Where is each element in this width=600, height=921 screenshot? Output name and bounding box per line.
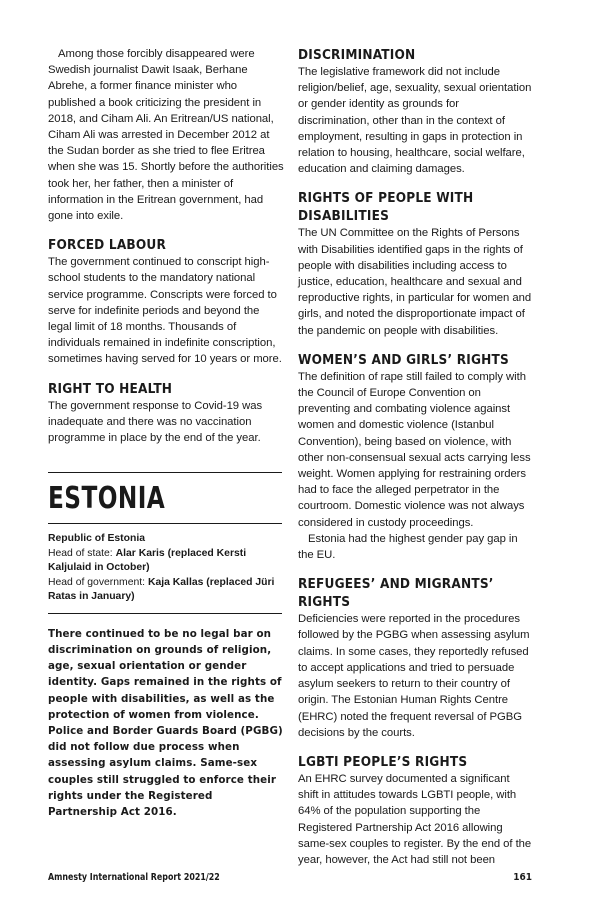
discrimination-heading: DISCRIMINATION xyxy=(298,47,416,63)
lgbti-heading: LGBTI PEOPLE’S RIGHTS xyxy=(298,753,468,770)
head-of-government-label: Head of government: xyxy=(48,576,146,588)
head-of-state-label: Head of state: xyxy=(48,547,113,559)
page-number: 161 xyxy=(513,872,532,883)
fact-box-rule xyxy=(48,613,282,614)
forced-labour-heading: FORCED LABOUR xyxy=(48,237,167,254)
disabilities-text: The UN Committee on the Rights of Persons with Disabilities identified gaps in the rights of people with disabilities including access to justice, education, healthcare and sexual and reproductive rights, in particular for women and girls, and noted the disproportionate impact of the pandemic on people with disabilities. xyxy=(298,227,532,337)
right-to-health-text: The government response to Covid-19 was inadequate and there was no vaccination programme in place by the end of the year. xyxy=(48,399,263,445)
refugees-heading: REFUGEES’ AND MIGRANTS’ RIGHTS xyxy=(298,576,494,611)
gender-pay-gap-text: Estonia had the highest gender pay gap in the EU. xyxy=(298,532,518,562)
footer-publication: Amnesty International Report 2021/22 xyxy=(48,872,220,883)
head-of-state xyxy=(48,547,284,576)
lgbti-text: An EHRC survey documented a significant shift in attitudes towards LGBTI people, with 64% of the population supporting the Registered Partnership Act 2016 allowing same-sex couples to register. By the end of the year, however, the Act had still not been xyxy=(298,772,532,866)
left-column xyxy=(48,46,284,820)
right-column xyxy=(298,46,532,868)
womens-rights-heading: WOMEN’S AND GIRLS’ RIGHTS xyxy=(298,351,509,368)
discrimination-text: The legislative framework did not include religion/belief, age, sexuality, sexual orientation or gender identity as grounds for discrimination, other than in the context of employment, resulting in gaps in protection in relation to housing, healthcare, social welfare, education and claiming damages. xyxy=(298,66,532,176)
head-of-government-value: Kaja Kallas (replaced Jüri Ratas in January) xyxy=(48,576,275,603)
intro-paragraph: Among those forcibly disappeared were Swedish journalist Dawit Isaak, Berhane Abrehe, a former finance minister who published a book criticizing the president in 2018, and Ciham Ali. An Eritrean/US national, Ciham Ali was arrested in December 2012 at the Sudan border as she tried to flee Eritrea when she was 15. Shortly before the authorities took her, her father, then a minister of information in the Eritrean government, had gone into exile. xyxy=(48,48,284,223)
head-of-government xyxy=(48,576,284,605)
country-title: ESTONIA xyxy=(48,481,166,517)
refugees-text: Deficiencies were reported in the procedures followed by the PGBG when assessing asylum claims. In some cases, they reportedly refused to accept applications and tried to persuade asylum seekers to return to their country of origin. The Estonian Human Rights Centre (EHRC) noted the frequent reversal of PGBG decisions by the courts. xyxy=(298,613,530,739)
country-top-rule xyxy=(48,472,282,473)
head-of-state-value: Alar Karis (replaced Kersti Kaljulaid in October) xyxy=(48,547,247,574)
country-summary: There continued to be no legal bar on discrimination on grounds of religion, age, sexual orientation or gender identity. Gaps remained in the rights of people with disabilities, as well as the protection of women from violence. Police and Border Guards Board (PGBG) did not follow due process when assessing asylum claims. Same-sex couples still struggled to enforce their rights under the Registered Partnership Act 2016. xyxy=(48,627,283,818)
right-to-health-heading: RIGHT TO HEALTH xyxy=(48,380,173,397)
disabilities-heading: RIGHTS OF PEOPLE WITH DISABILITIES xyxy=(298,190,474,225)
forced-labour-text: The government continued to conscript high-school students to the mandatory national service programme. Conscripts were forced to serve for indefinite periods and beyond the legal limit of 18 months. Thousands of individuals remained in indefinite conscription, sometimes having served for 10 years or more. xyxy=(48,256,282,366)
womens-rights-text: The definition of rape still failed to comply with the Council of Europe Convention on preventing and combating violence against women and domestic violence (Istanbul Convention), being based on violence, with other non-consensual sexual acts carrying less weight. Women applying for restraining orders had to face the alleged perpetrator in the courtroom. Domestic violence was not always considered in custody proceedings. xyxy=(298,370,531,529)
country-title-rule xyxy=(48,523,282,524)
official-country-name: Republic of Estonia xyxy=(48,533,145,545)
